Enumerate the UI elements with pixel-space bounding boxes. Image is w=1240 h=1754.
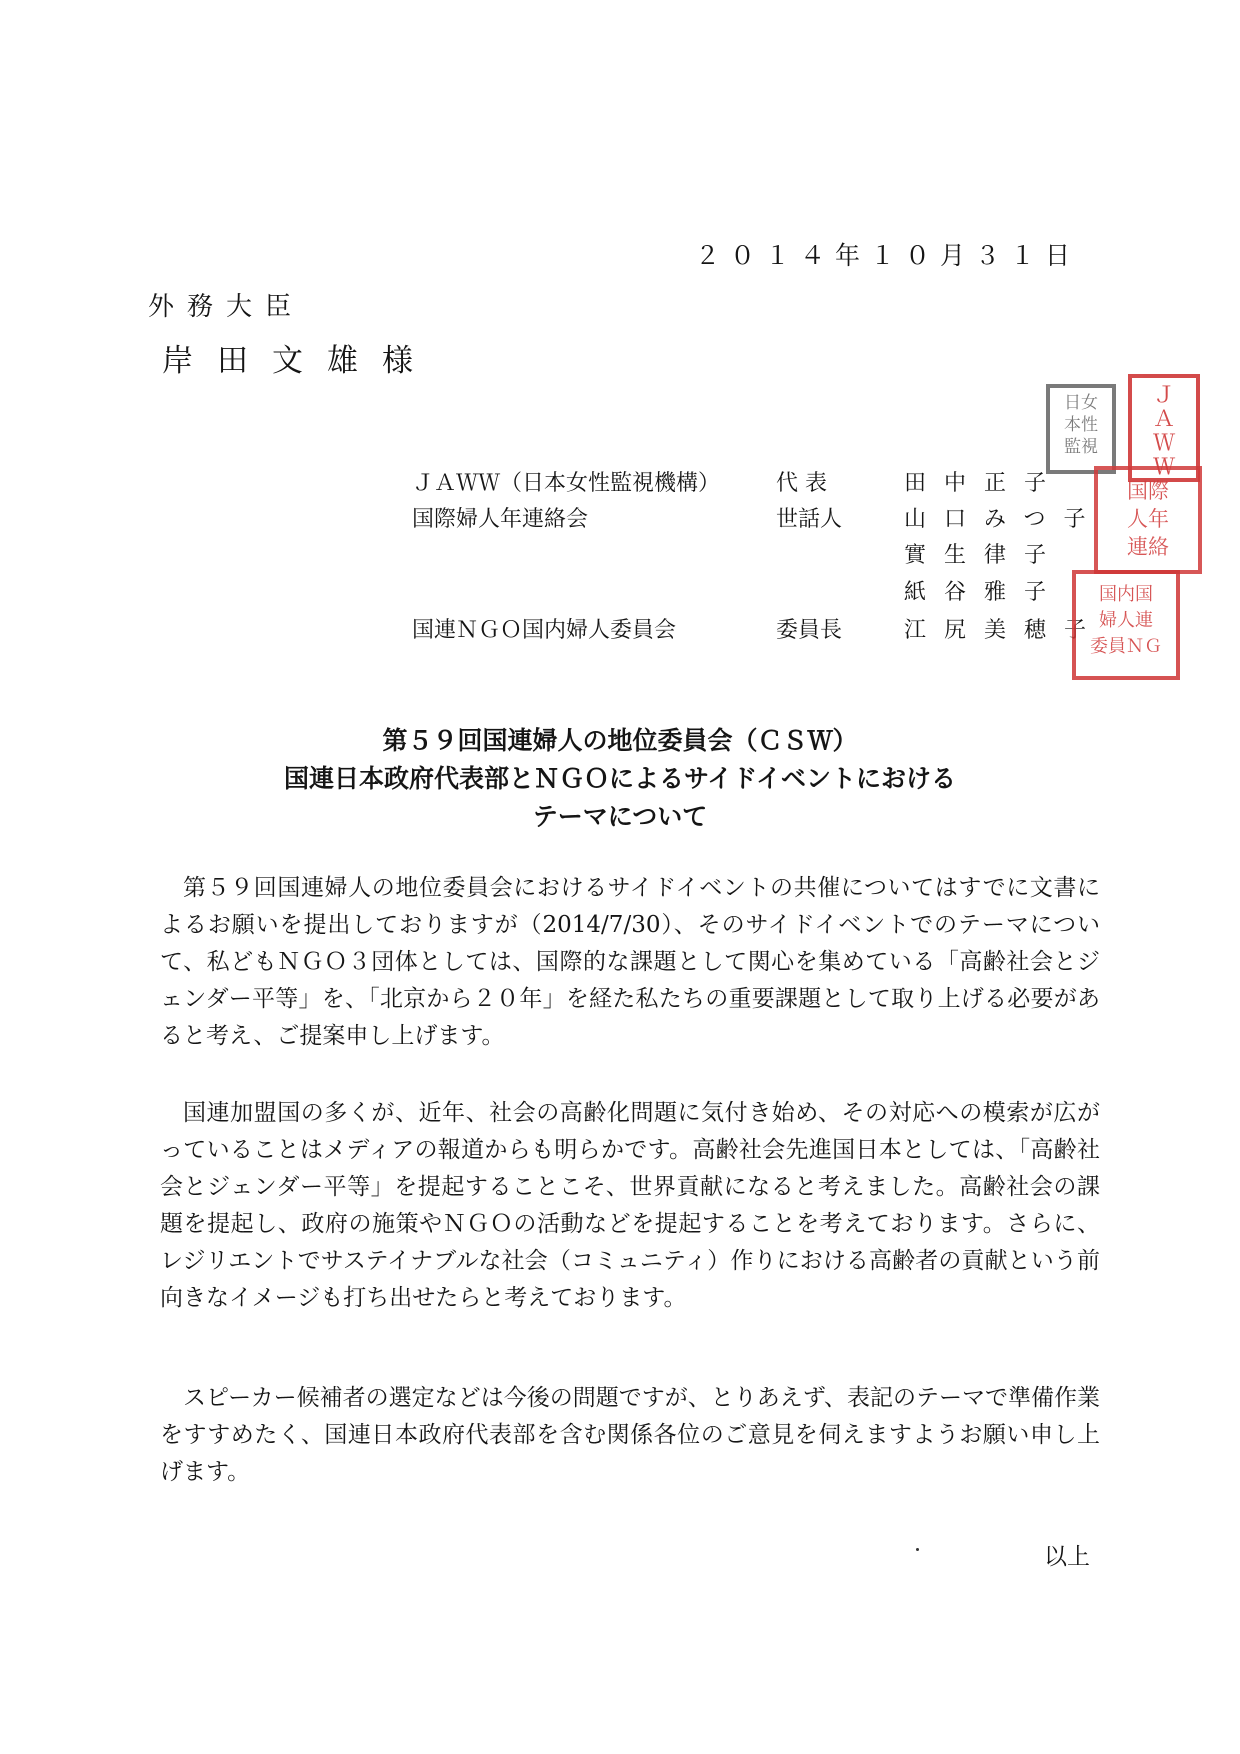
svg-text:委員ＮＧ: 委員ＮＧ [1090,636,1162,657]
letter-subject [100,722,1140,836]
body-paragraph: スピーカー候補者の選定などは今後の問題ですが、とりあえず、表記のテーマで準備作業をすすめたく、国連日本政府代表部を含む関係各位のご意見を伺えますようお願い申し上げます。 [160,1385,1100,1485]
svg-text:連絡: 連絡 [1127,535,1169,559]
sender-role: 委員長 [776,618,843,643]
body-paragraph: 第５９回国連婦人の地位委員会におけるサイドイベントの共催についてはすでに文書によるお願いを提出しておりますが（2014/7/30）、そのサイドイベントでのテーマについて、私どもＮＧＯ３団体としては、国際的な課題として関心を集めている「高齢社会とジェンダー平等」を、「北京から２０年」を経た私たちの重要課題として取り上げる必要があると考え、ご提案申し上げます。 [160,875,1100,1049]
sender-role: 代 表 [776,471,827,496]
sender-row [412,502,1132,538]
sender-role: 世話人 [776,507,843,532]
svg-text:国際: 国際 [1127,479,1169,503]
svg-text:本性: 本性 [1064,415,1098,435]
closing-remark: 以上 [1044,1544,1090,1570]
svg-text:人年: 人年 [1127,507,1169,531]
svg-text:日女: 日女 [1064,393,1098,413]
sender-org: 国際婦人年連絡会 [412,507,589,532]
sender-row [412,613,1132,649]
subject-line: 第５９回国連婦人の地位委員会（ＣＳＷ） [382,726,858,755]
sender-row [412,538,1132,574]
addressee-title: 外務大臣 [148,292,305,322]
sender-org: ＪＡＷＷ（日本女性監視機構） [412,471,721,496]
subject-line: 国連日本政府代表部とＮＧＯによるサイドイベントにおける [283,764,956,793]
svg-text:監視: 監視 [1064,437,1098,457]
seal-kokusai-fujin [1096,468,1200,572]
sender-name: 山口みつ子 [904,507,1104,532]
svg-text:Ｗ: Ｗ [1152,431,1176,456]
sender-name: 江尻美穂子 [904,618,1105,643]
seal-stamps [1044,372,1204,684]
scan-speck [916,1548,919,1551]
sender-name: 田中正子 [904,471,1065,496]
svg-text:Ａ: Ａ [1152,407,1176,432]
svg-text:Ｊ: Ｊ [1152,383,1176,408]
subject-line: テーマについて [532,802,708,831]
letter-date: ２０１４年１０月３１日 [694,241,1080,270]
svg-text:Ｗ: Ｗ [1152,455,1176,480]
sender-name: 實生律子 [904,543,1065,568]
sender-org: 国連ＮＧＯ国内婦人委員会 [412,618,677,643]
addressee-name: 岸田文雄様 [162,343,437,379]
seal-jaww-grey [1048,386,1114,472]
seal-ngo [1074,572,1178,678]
seal-jaww [1130,376,1198,480]
svg-text:婦人連: 婦人連 [1099,610,1153,631]
body-paragraph: 国連加盟国の多くが、近年、社会の高齢化問題に気付き始め、その対応への模索が広がっていることはメディアの報道からも明らかです。高齢社会先進国日本としては、「高齢社会とジェンダー平等」を提起することこそ、世界貢献になると考えました。高齢社会の課題を提起し、政府の施策やＮＧＯの活動などを提起することを考えております。さらに、レジリエントでサステイナブルな社会（コミュニティ）作りにおける高齢者の貢献という前向きなイメージも打ち出せたらと考えております。 [160,1100,1100,1311]
sender-name: 紙谷雅子 [904,580,1065,605]
sender-row [412,575,1132,611]
sender-row [412,466,1132,502]
seal-stamps-graphic [1044,372,1204,684]
svg-text:国内国: 国内国 [1099,584,1153,605]
